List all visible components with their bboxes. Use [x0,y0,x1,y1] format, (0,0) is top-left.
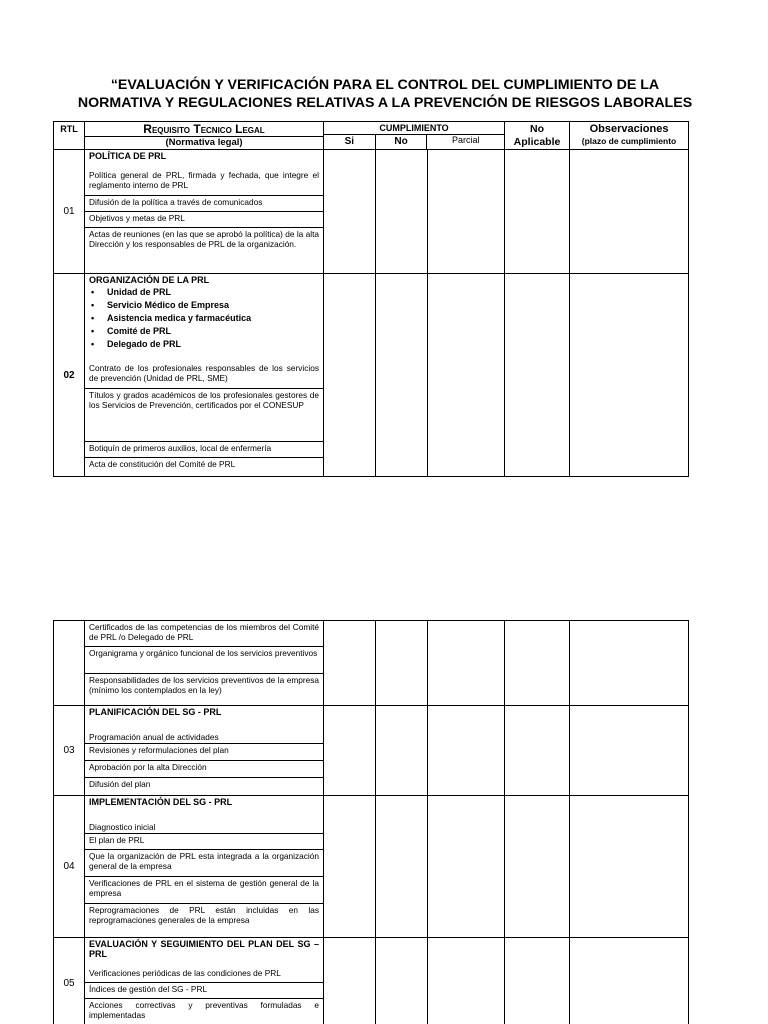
header-compliance-title: CUMPLIMIENTO [324,122,504,135]
list-item: Organigrama y orgánico funcional de los servicios preventivos [85,647,323,674]
group-title: POLÍTICA DE PRL [89,151,167,161]
title-line-1: “EVALUACIÓN Y VERIFICACIÓN PARA EL CONTROL DEL CUMPLIMIENTO DE LA [110,77,660,93]
header-rtl: RTL [54,122,85,149]
item-text: Verificaciones periódicas de las condiciones de PRL [89,968,281,978]
list-item: Acta de constitución del Comité de PRL [89,459,236,469]
list-item [85,706,323,744]
list-item: Índices de gestión del SG - PRL [85,983,323,999]
item-text: Diagnostico inicial [89,822,156,832]
header-requirement-title: Requisito Tecnico Legal [143,122,265,136]
header-na-line1: No [530,123,544,135]
item-text: Contrato de los profesionales responsables de los servicios de prevención (Unidad de PRL, SME) [89,363,319,383]
header-no: No [376,135,428,149]
list-item: Objetivos y metas de PRL [85,212,323,228]
item-text: Política general de PRL, firmada y fechada, que integre el reglamento interno de PRL [89,170,319,190]
table-row-group-03 [54,706,688,796]
group-number: 02 [54,274,85,476]
checklist-table-page-1 [53,121,689,477]
header-parcial: Parcial [451,135,480,145]
list-item: Actas de reuniones (en las que se aprobó la política) de la alta Dirección y los responsables de PRL de la organización. [89,229,319,249]
list-item: El plan de PRL [85,834,323,850]
group-title: PLANIFICACIÓN DEL SG - PRL [89,707,222,717]
list-item: Difusión de la política a través de comunicados [85,196,323,212]
table-row-group-01 [54,150,688,274]
group-number: 04 [54,796,85,937]
bullet-item: • Asistencia medica y farmacéutica [91,313,252,323]
table-row-group-02 [54,274,688,476]
item-text: Programación anual de actividades [89,732,219,742]
header-not-applicable [505,122,570,149]
header-observations-title: Observaciones [589,123,669,135]
list-item: Reprogramaciones de PRL están incluidas en las reprogramaciones generales de la empresa [89,905,319,925]
list-item [85,796,323,834]
list-item: Difusión del plan [89,779,151,789]
list-item [85,150,323,196]
group-title: EVALUACIÓN Y SEGUIMIENTO DEL PLAN DEL SG – PRL [89,939,319,959]
list-item: Que la organización de PRL esta integrada a la organización general de la empresa [85,850,323,877]
bullet-item: • Comité de PRL [91,326,172,336]
title-line-2: NORMATIVA Y REGULACIONES RELATIVAS A LA PREVENCIÓN DE RIESGOS LABORALES [77,95,693,111]
bullet-item: • Unidad de PRL [91,287,172,297]
group-title: IMPLEMENTACIÓN DEL SG - PRL [89,797,233,807]
list-item [85,938,323,983]
list-item: Certificados de las competencias de los miembros del Comité de PRL /o Delegado de PRL [85,621,323,647]
list-item: Aprobación por la alta Dirección [85,761,323,778]
list-item: Botiquín de primeros auxilios, local de enfermería [85,442,323,458]
header-compliance [324,122,505,149]
list-item: Verificaciones de PRL en el sistema de gestión general de la empresa [85,877,323,904]
table-header [54,122,688,150]
list-item [85,274,323,389]
header-observations [570,122,688,149]
header-na-line2: Aplicable [513,136,561,148]
list-item: Revisiones y reformulaciones del plan [85,744,323,761]
group-title: ORGANIZACIÓN DE LA PRL [89,275,210,285]
group-number: 01 [54,150,85,273]
header-si: Si [324,135,376,149]
bullet-item: • Delegado de PRL [91,339,182,349]
list-item: Acciones correctivas y preventivas formuladas e implementadas [89,1000,319,1020]
document-title [40,76,730,112]
bullet-item: • Servicio Médico de Empresa [91,300,230,310]
group-number: 05 [54,938,85,1024]
group-number: 03 [54,706,85,795]
table-row-group-02-continued [54,621,688,706]
header-observations-subtitle: (plazo de cumplimiento [581,136,677,146]
table-row-group-05 [54,938,688,1024]
list-item: Títulos y grados académicos de los profesionales gestores de los Servicios de Prevención, certificados por el CONESUP [85,389,323,442]
header-requirement [85,122,324,149]
checklist-table-page-2 [53,620,689,1024]
list-item: Responsabilidades de los servicios preventivos de la empresa (mínimo los contemplados en la ley) [89,675,319,695]
table-row-group-04 [54,796,688,938]
header-requirement-subtitle: (Normativa legal) [85,136,323,149]
